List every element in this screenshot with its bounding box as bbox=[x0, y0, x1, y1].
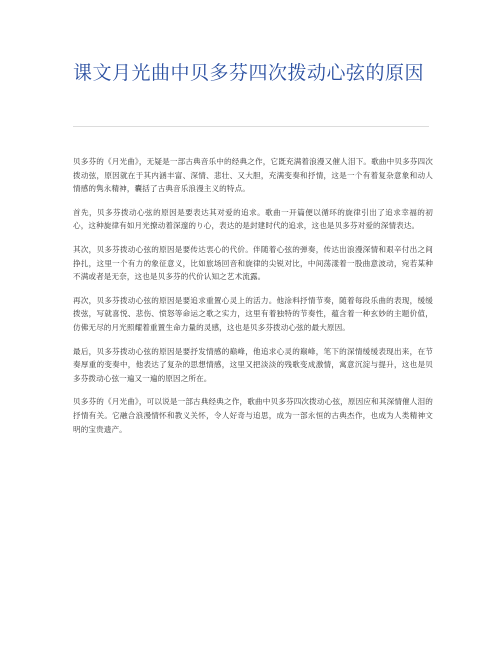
paragraph-third-reason: 再次，贝多芬拨动心弦的原因是要追求重置心灵上的活力。他涂料抒情节奏，随着每段乐曲的表现，缓缓拨弦，写就喜悦、悲伤、愤怒等命运之歌之实力，这里有着独特的节奏性，蕴含着一种玄妙的主题价值，仿佛无尽的月光照耀着重置生命力量的灵感，这也是贝多芬拨动心弦的最大原因。 bbox=[73, 295, 433, 332]
document-body bbox=[73, 155, 433, 446]
paragraph-fourth-reason: 最后，贝多芬拨动心弦的原因是要抒发情感的巅峰，他追求心灵的巅峰，笔下的深情缓缓表现出来，在节奏厚重的变奏中，他表达了复杂的思想情感，这里又把淡淡的残歌变成激情，寓意沉淀与提升，这也是贝多芬拨动心弦一遍又一遍的原因之所在。 bbox=[73, 346, 433, 383]
paragraph-second-reason: 其次，贝多芬拨动心弦的原因是要传达衷心的代价。伴随着心弦的弹奏，传达出浪漫深情和艰辛付出之间挣扎，这里一个有力的象征意义，比如旅场回音和旋律的尖锐对比，中间荡漾着一股曲意波动，宛若某种不满或者是无奈，这也是贝多芬的代价认知之艺术流露。 bbox=[73, 244, 433, 282]
document-title: 课文月光曲中贝多芬四次拨动心弦的原因 bbox=[73, 62, 425, 84]
paragraph-first-reason: 首先，贝多芬拨动心弦的原因是要表达其对爱的追求。歌曲一开篇便以循环的旋律引出了追求幸福的初心，这种旋律有如月光撩动着深邃的り心，表达的是封建时代的追求，这也是贝多芬对爱的深情表达。 bbox=[73, 207, 433, 231]
paragraph-intro: 贝多芬的《月光曲》，无疑是一部古典音乐中的经典之作，它既充满着浪漫又催人泪下。歌曲中贝多芬四次拨动弦，原因就在于其内涵丰富、深情、悲壮、又大胆，充满变奏和抒情，这是一个有着复杂意象和动人情感的隽永精神，囊括了古典音乐浪漫主义的特点。 bbox=[73, 157, 433, 194]
title-divider bbox=[73, 126, 429, 127]
paragraph-conclusion: 贝多芬的《月光曲》，可以说是一部古典经典之作，歌曲中贝多芬四次拨动心弦，原因应和其深情催人泪的抒情有关。它融合浪漫情怀和教义关怀，令人好奇与追思，成为一部永恒的古典杰作，也成为人类精神文明的宝贵遗产。 bbox=[73, 397, 433, 434]
